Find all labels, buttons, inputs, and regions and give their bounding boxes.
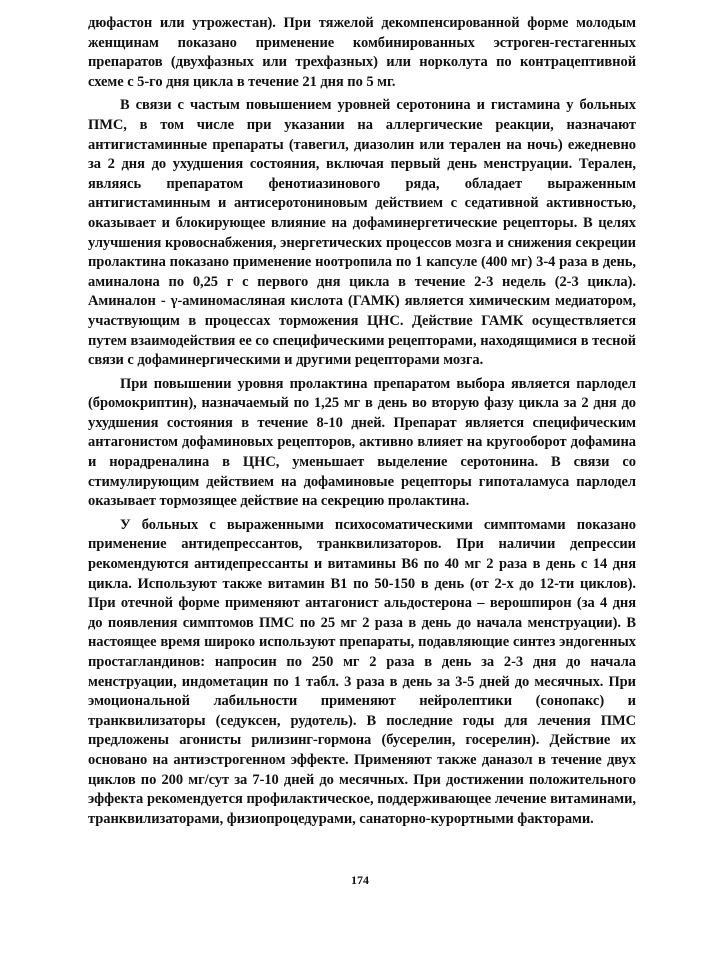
paragraph-continuation: дюфастон или утрожестан). При тяжелой декомпенсированной форме молодым женщинам показано применение комбинированных эстроген-гестагенных препаратов (двухфазных или трехфазных) или норколута по контрацептивной схеме с 5-го дня цикла в течение 21 дня по 5 мг. — [88, 15, 636, 90]
page-number: 174 — [351, 873, 369, 887]
paragraph-psychosomatic: У больных с выраженными психосоматическими симптомами показано применение антидепрессантов, транквилизаторов. При наличии депрессии рекомендуются антидепрессанты и витамины В6 по 40 мг 2 раза в день с 14 дня цикла. Используют также витамин В1 по 50-150 в день (от 2-х до 12-ти циклов). При отечной форме применяют антагонист альдостерона – верошпирон (за 4 дня до появления симптомов ПМС по 25 мг 2 раза в день до начала менструации). В настоящее время широко используют препараты, подавляющие синтез эндогенных простагландинов: напросин по 250 мг 2 раза в день за 2-3 дня до начала менструации, индометацин по 1 табл. 3 раза в день за 3-5 дней до месячных. При эмоциональной лабильности применяют нейролептики (сонопакс) и транквилизаторы (седуксен, рудотель). В последние годы для лечения ПМС предложены агонисты рилизинг-гормона (бусерелин, госерелин). Действие их основано на антиэстрогенном эффекте. Применяют также даназол в течение двух циклов по 200 мг/сут за 7-10 дней до месячных. При достижении положительного эффекта рекомендуется профилактическое, поддерживающее лечение витаминами, транквилизаторами, физиопроцедурами, санаторно-курортными факторами. — [88, 516, 636, 827]
paragraph-prolactin: При повышении уровня пролактина препаратом выбора является парлодел (бромокриптин), назначаемый по 1,25 мг в день во вторую фазу цикла за 2 дня до ухудшения состояния в течение 8-10 дней. Препарат является специфическим антагонистом дофаминовых рецепторов, активно влияет на кругооборот дофамина и норадреналина в ЦНС, уменьшает выделение серотонина. В связи со стимулирующим действием на дофаминовые рецепторы гипоталамуса парлодел оказывает тормозящее действие на секрецию пролактина. — [88, 375, 636, 510]
page-text-body — [88, 14, 636, 833]
paragraph-antihistamines: В связи с частым повышением уровней серотонина и гистамина у больных ПМС, в том числе при указании на аллергические реакции, назначают антигистаминные препараты (тавегил, диазолин или терален на ночь) ежедневно за 2 дня до ухудшения состояния, включая первый день менструации. Терален, являясь препаратом фенотиазинового ряда, обладает выраженным антигистаминным и антисеротониновым действием с седативной активностью, оказывает и блокирующее влияние на дофаминергетические рецепторы. В целях улучшения кровоснабжения, энергетических процессов мозга и снижения секреции пролактина показано применение ноотропила по 1 капсуле (400 мг) 3-4 раза в день, аминалона по 0,25 г с первого дня цикла в течение 2-3 недель (2-3 цикла). Аминалон - γ-аминомасляная кислота (ГАМК) является химическим медиатором, участвующим в процессах торможения ЦНС. Действие ГАМК осуществляется путем взаимодействия ее со специфическими рецепторами, находящимися в тесной связи с дофаминергическими и другими рецепторами мозга. — [88, 97, 636, 369]
